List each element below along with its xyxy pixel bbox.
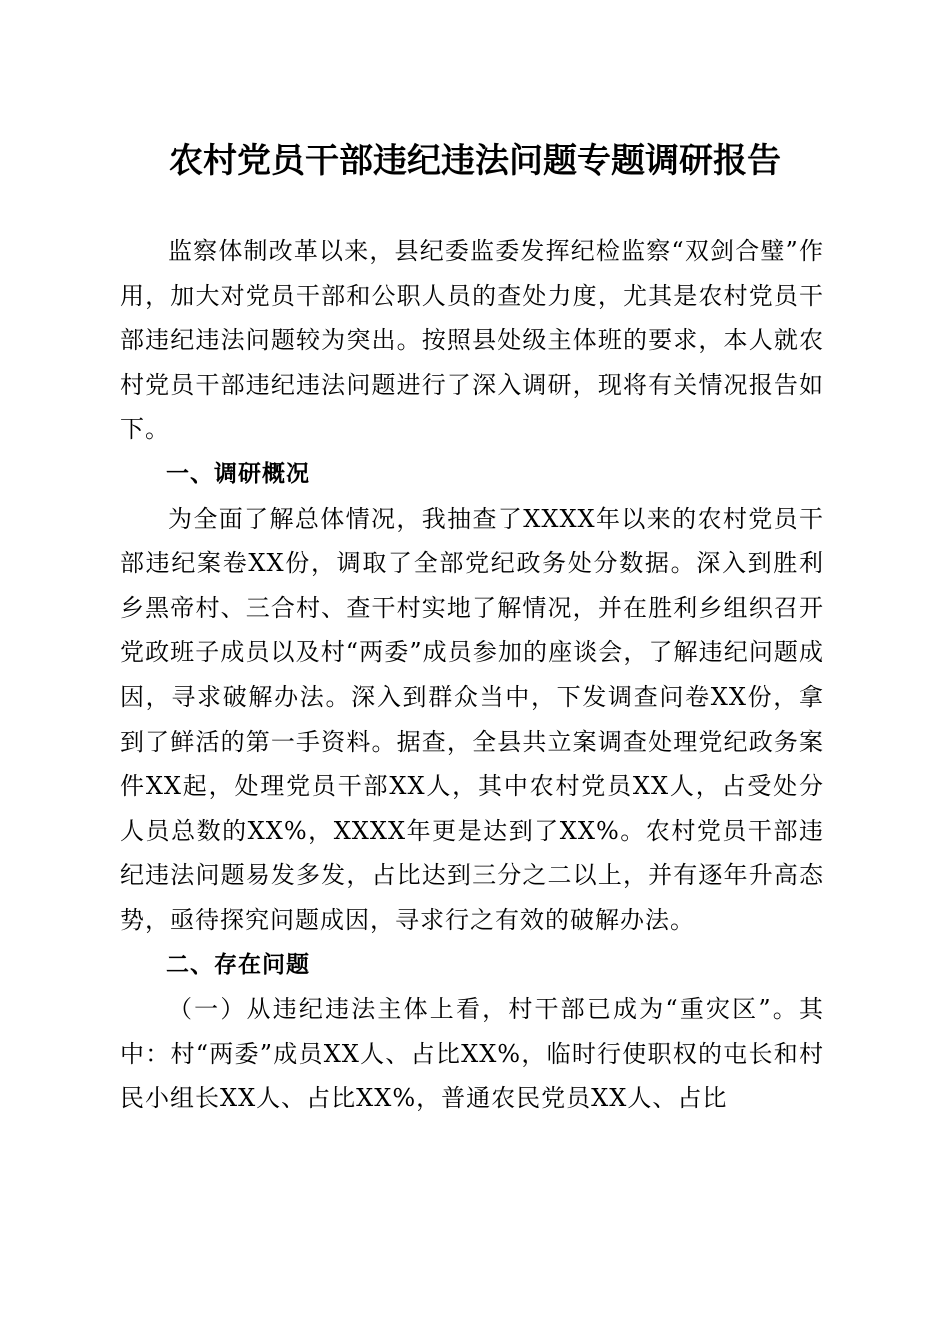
problems-paragraph-1: （一）从违纪违法主体上看，村干部已成为“重灾区”。其中：村“两委”成员XX人、占比XX%，临时行使职权的屯长和村民小组长XX人、占比XX%，普通农民党员XX人、占比 [120,995,824,1113]
overview-paragraph: 为全面了解总体情况，我抽查了XXXX年以来的农村党员干部违纪案卷XX份，调取了全部党纪政务处分数据。深入到胜利乡黑帝村、三合村、查干村实地了解情况，并在胜利乡组织召开党政班子成员以及村“两委”成员参加的座谈会，了解违纪问题成因，寻求破解办法。深入到群众当中，下发调查问卷XX份，拿到了鲜活的第一手资料。据查，全县共立案调查处理党纪政务案件XX起，处理党员干部XX人，其中农村党员XX人，占受处分人员总数的XX%，XXXX年更是达到了XX%。农村党员干部违纪违法问题易发多发，占比达到三分之二以上，并有逐年升高态势，亟待探究问题成因，寻求行之有效的破解办法。 [120,504,824,934]
section-heading-problems: 二、存在问题 [166,951,310,978]
intro-paragraph: 监察体制改革以来，县纪委监委发挥纪检监察“双剑合璧”作用，加大对党员干部和公职人员的查处力度，尤其是农村党员干部违纪违法问题较为突出。按照县处级主体班的要求，本人就农村党员干部违纪违法问题进行了深入调研，现将有关情况报告如下。 [120,237,824,444]
document-body [120,229,824,1121]
document-title: 农村党员干部违纪违法问题专题调研报告 [169,141,781,181]
section-heading-overview: 一、调研概况 [166,460,310,487]
